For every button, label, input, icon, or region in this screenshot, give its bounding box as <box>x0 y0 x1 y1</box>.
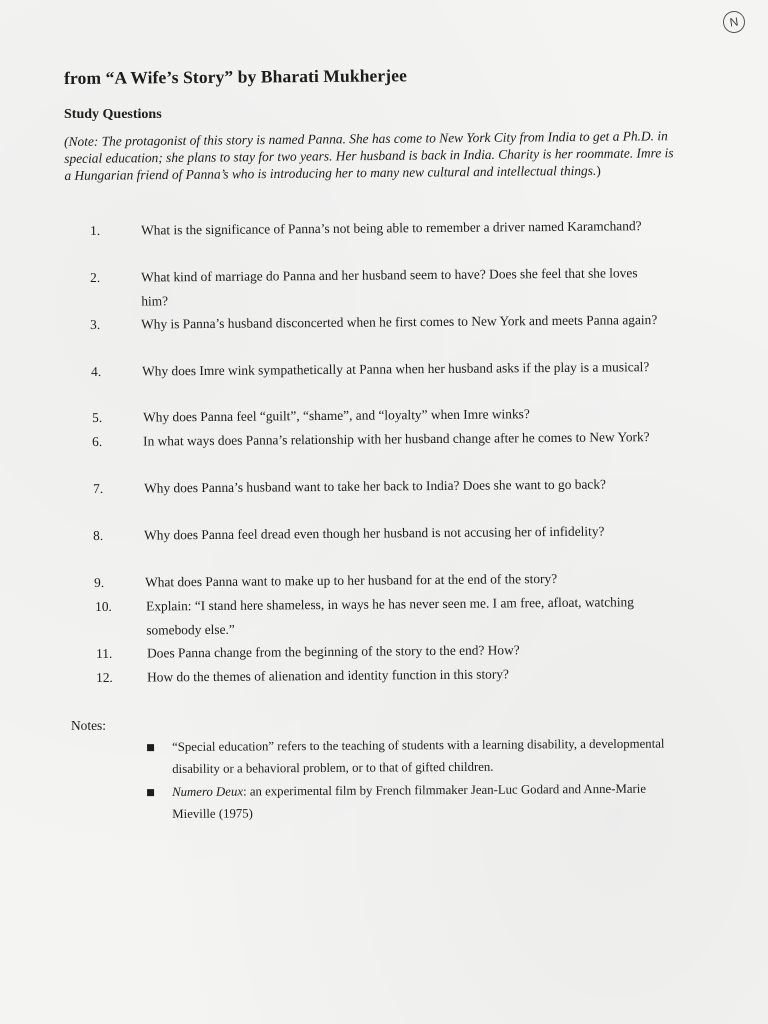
intro-close-paren: ) <box>596 162 601 178</box>
intro-note-text: Note: The protagonist of this story is named Panna. She has come to New York City from India to get a Ph.D. in special education; she plans to stay for two years. Her husband is back in India. Charity is her roommate. Imre is a Hungarian friend of Panna’s who is introducing her to many new cultural and intellectual things. <box>64 128 674 183</box>
question-text: Why does Imre wink sympathetically at Panna when her husband asks if the play is a musical? <box>142 359 650 379</box>
question-text: How do the themes of alienation and identity function in this story? <box>147 666 510 685</box>
intro-open-paren: ( <box>64 133 69 149</box>
question-text: What does Panna want to make up to her husband for at the end of the story? <box>145 570 558 590</box>
question-number: 1. <box>90 222 101 238</box>
question-text: Does Panna change from the beginning of the story to the end? How? <box>147 642 520 661</box>
question-number: 7. <box>93 480 104 496</box>
question-text: Why does Panna feel “guilt”, “shame”, and “loyalty” when Imre winks? <box>143 406 530 425</box>
section-heading: Study Questions <box>64 107 162 122</box>
question-item <box>91 355 711 379</box>
question-number: 3. <box>90 316 101 332</box>
question-number: 2. <box>90 269 101 285</box>
question-number: 12. <box>96 669 113 685</box>
question-item <box>92 401 712 425</box>
question-number: 8. <box>93 527 104 543</box>
note-text: : an experimental film by French filmmaker Jean-Luc Godard and Anne-Marie Mieville (1975) <box>172 781 647 821</box>
note-item <box>172 777 692 825</box>
document-title: from “A Wife’s Story” by Bharati Mukherjee <box>64 65 407 88</box>
question-text: Why is Panna’s husband disconcerted when he first comes to New York and meets Panna again? <box>141 312 658 332</box>
question-number: 4. <box>91 363 102 379</box>
square-bullet-icon <box>147 789 154 796</box>
question-text: Explain: “I stand here shameless, in ways he has never seen me. I am free, afloat, watching somebody else.” <box>146 594 634 638</box>
note-item <box>172 732 692 780</box>
question-text: What kind of marriage do Panna and her husband seem to have? Does she feel that she loves him? <box>141 265 638 309</box>
question-item <box>93 472 713 496</box>
question-number: 5. <box>92 409 103 425</box>
question-text: In what ways does Panna’s relationship with her husband change after he comes to New York? <box>143 429 650 449</box>
question-text: Why does Panna feel dread even though her husband is not accusing her of infidelity? <box>144 523 605 543</box>
note-term: Numero Deux <box>172 784 244 799</box>
question-text: Why does Panna’s husband want to take her back to India? Does she want to go back? <box>144 476 607 496</box>
question-item <box>90 214 710 238</box>
question-item <box>94 566 714 590</box>
notes-heading: Notes: <box>71 718 106 733</box>
circled-n-mark: N <box>722 10 747 35</box>
note-text: “Special education” refers to the teaching of students with a learning disability, a developmental disability or a behavioral problem, or to that of gifted children. <box>172 736 665 776</box>
question-number: 10. <box>95 598 112 614</box>
question-item <box>90 261 710 309</box>
question-item <box>93 519 713 543</box>
question-number: 9. <box>94 574 105 590</box>
square-bullet-icon <box>147 744 154 751</box>
question-number: 11. <box>96 645 113 661</box>
question-text: What is the significance of Panna’s not being able to remember a driver named Karamchand? <box>141 218 642 238</box>
question-number: 6. <box>92 433 103 449</box>
